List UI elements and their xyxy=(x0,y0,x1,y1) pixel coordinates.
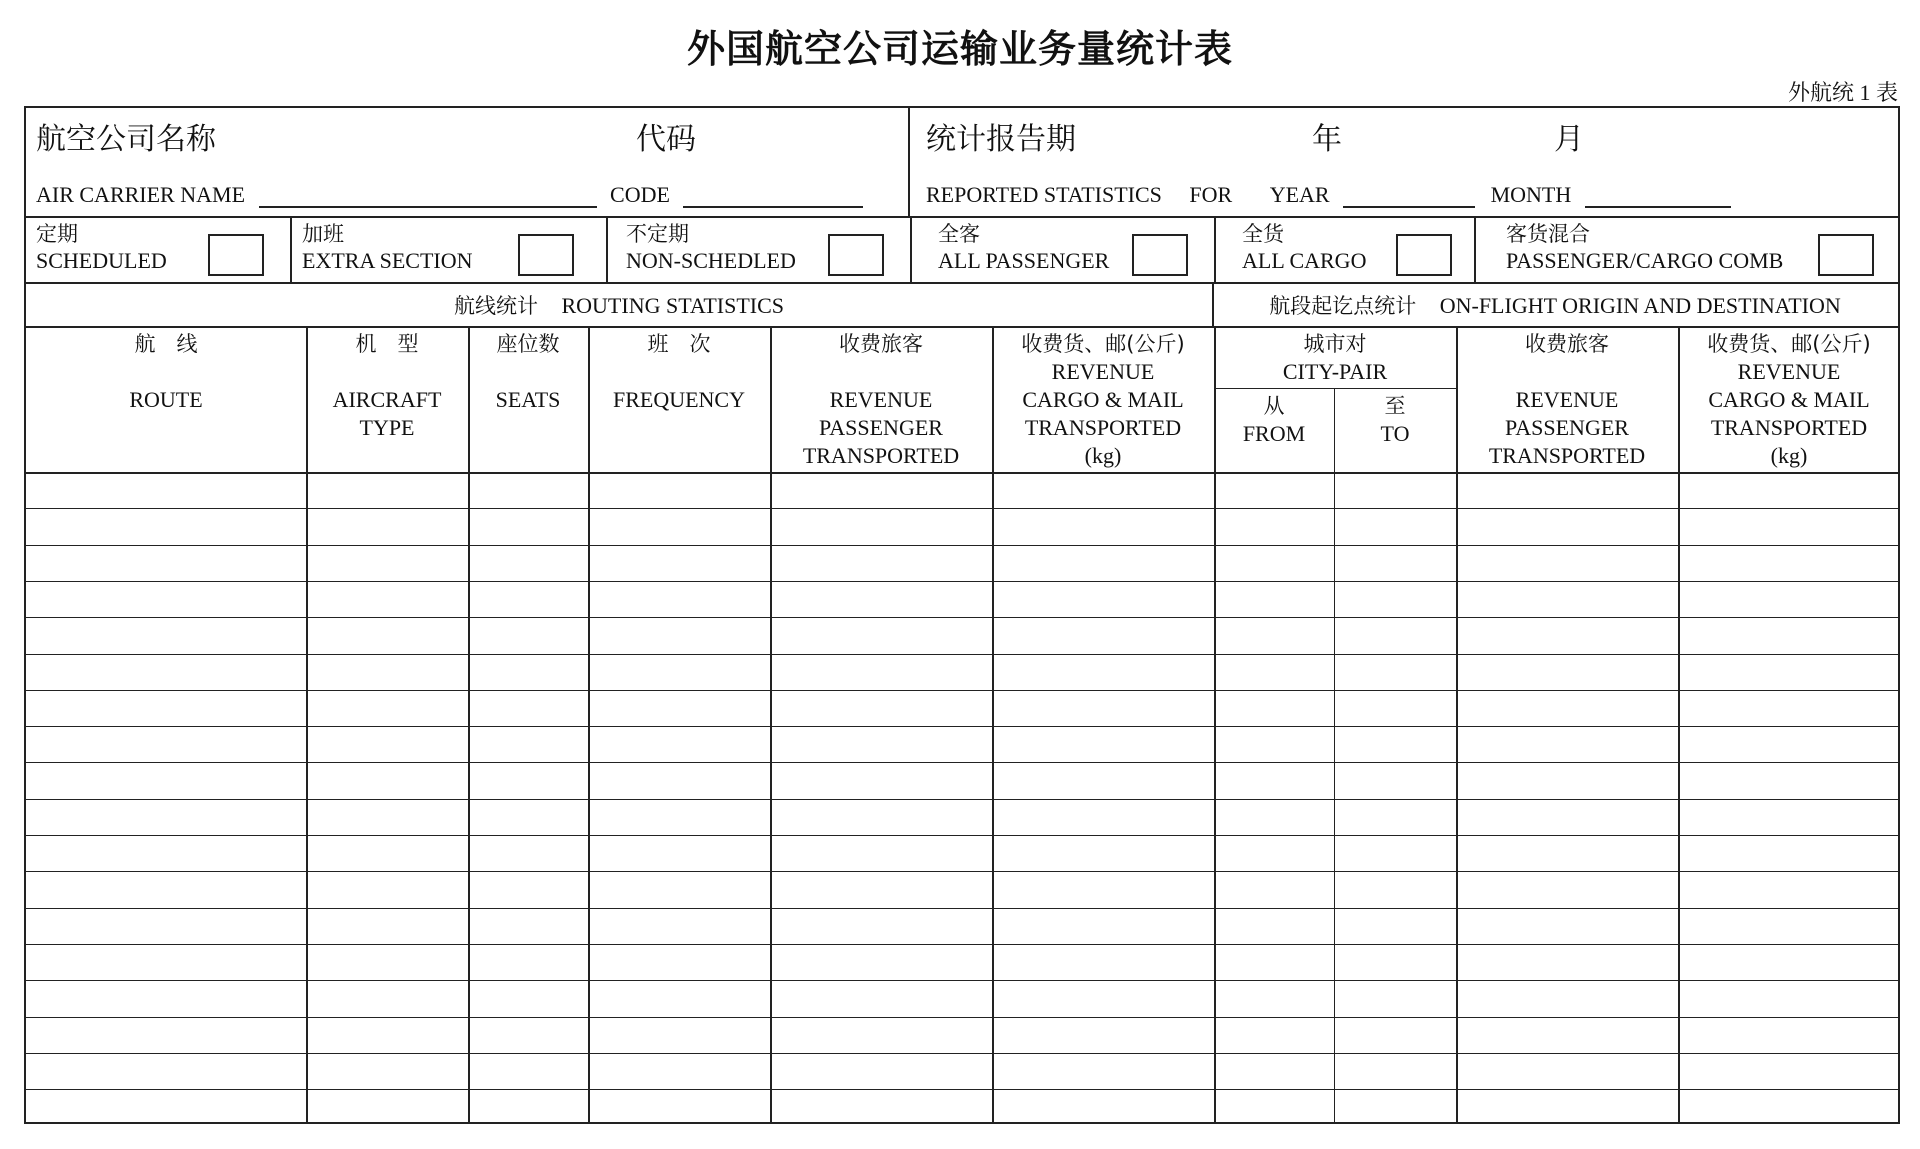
carrier-name-label-en: AIR CARRIER NAME xyxy=(36,182,246,207)
table-row xyxy=(26,980,1898,981)
period-year-en: YEAR xyxy=(1269,182,1330,207)
col-route: 航 线 ROUTE xyxy=(129,332,203,412)
month-field[interactable] xyxy=(1585,184,1731,208)
pax-cargo-comb-checkbox[interactable] xyxy=(1818,234,1874,276)
table-row xyxy=(26,908,1898,909)
col-od-revenue-cargo: 收费货、邮(公斤) REVENUE CARGO & MAIL TRANSPORTED (kg) xyxy=(1707,332,1871,468)
table-row xyxy=(26,1089,1898,1090)
period-month-cn: 月 xyxy=(1554,122,1584,157)
flight-type-extra-section: 加班 EXTRA SECTION xyxy=(302,222,473,273)
flight-type-non-scheduled: 不定期 NON-SCHEDLED xyxy=(626,222,796,273)
table-row xyxy=(26,762,1898,763)
col-from: 从 FROM xyxy=(1242,394,1306,446)
extra-section-checkbox[interactable] xyxy=(518,234,574,276)
carrier-code-field[interactable] xyxy=(683,184,863,208)
table-row xyxy=(26,835,1898,836)
col-city-pair: 城市对 CITY-PAIR xyxy=(1282,332,1388,384)
flight-type-all-cargo: 全货 ALL CARGO xyxy=(1242,222,1367,273)
period-label-en: REPORTED STATISTICS xyxy=(926,182,1162,207)
table-row xyxy=(26,1053,1898,1054)
table-row xyxy=(26,726,1898,727)
col-aircraft-type: 机 型 AIRCRAFT TYPE xyxy=(332,332,442,440)
table-row xyxy=(26,617,1898,618)
flight-type-pax-cargo-comb: 客货混合 PASSENGER/CARGO COMB xyxy=(1506,222,1784,273)
carrier-name-label-cn: 航空公司名称 xyxy=(36,122,216,157)
form-title: 外国航空公司运输业务量统计表 xyxy=(686,27,1233,71)
on-flight-od-header: 航段起讫点统计 ON-FLIGHT ORIGIN AND DESTINATION xyxy=(1269,293,1841,318)
table-row xyxy=(26,545,1898,546)
period-year-cn: 年 xyxy=(1312,122,1342,157)
flight-type-scheduled: 定期 SCHEDULED xyxy=(36,222,167,273)
table-row xyxy=(26,654,1898,655)
table-row xyxy=(26,944,1898,945)
carrier-name-line xyxy=(36,182,863,208)
col-revenue-passenger: 收费旅客 REVENUE PASSENGER TRANSPORTED xyxy=(802,332,960,468)
table-row xyxy=(26,508,1898,509)
table-row xyxy=(26,799,1898,800)
col-to: 至 TO xyxy=(1380,394,1410,446)
col-od-revenue-passenger: 收费旅客 REVENUE PASSENGER TRANSPORTED xyxy=(1488,332,1646,468)
flight-type-all-passenger: 全客 ALL PASSENGER xyxy=(938,222,1110,273)
table-row xyxy=(26,871,1898,872)
table-row xyxy=(26,1017,1898,1018)
col-frequency: 班 次 FREQUENCY xyxy=(612,332,745,412)
carrier-name-field[interactable] xyxy=(259,184,597,208)
col-revenue-cargo: 收费货、邮(公斤) REVENUE CARGO & MAIL TRANSPORTED (kg) xyxy=(1021,332,1185,468)
period-label-cn: 统计报告期 xyxy=(926,122,1076,157)
form-number: 外航统 1 表 xyxy=(1787,80,1898,105)
non-scheduled-checkbox[interactable] xyxy=(828,234,884,276)
period-for-en: FOR xyxy=(1189,182,1233,207)
table-row xyxy=(26,581,1898,582)
year-field[interactable] xyxy=(1343,184,1475,208)
period-line xyxy=(926,182,1731,208)
all-passenger-checkbox[interactable] xyxy=(1132,234,1188,276)
carrier-code-label-cn: 代码 xyxy=(636,122,696,157)
carrier-code-label-en: CODE xyxy=(610,182,670,207)
scheduled-checkbox[interactable] xyxy=(208,234,264,276)
table-row xyxy=(26,690,1898,691)
all-cargo-checkbox[interactable] xyxy=(1396,234,1452,276)
col-seats: 座位数 SEATS xyxy=(495,332,561,412)
period-month-en: MONTH xyxy=(1490,182,1572,207)
routing-statistics-header: 航线统计 ROUTING STATISTICS xyxy=(453,293,785,318)
statistics-form xyxy=(24,106,1900,1124)
